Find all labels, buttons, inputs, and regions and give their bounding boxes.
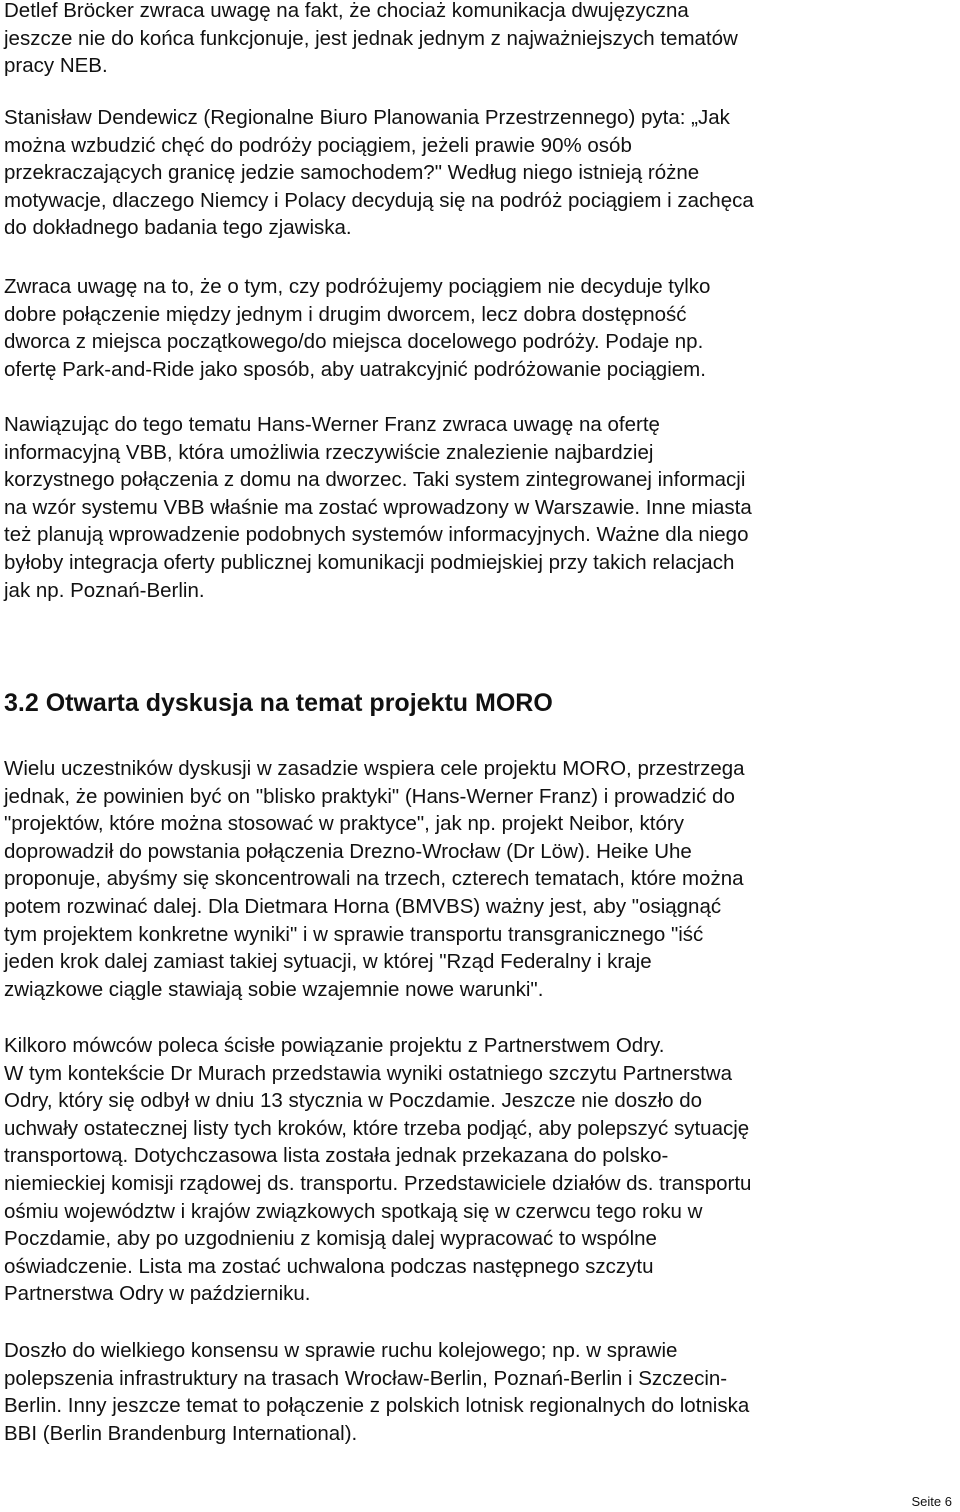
text-line: Nawiązując do tego tematu Hans-Werner Franz zwraca uwagę na ofertę	[4, 413, 660, 436]
paragraph-dendewicz	[4, 104, 754, 242]
paragraph-moro-discussion	[4, 755, 745, 1003]
text-line: Stanisław Dendewicz (Regionalne Biuro Planowania Przestrzennego) pyta: „Jak	[4, 106, 730, 129]
text-line: Wielu uczestników dyskusji w zasadzie wspiera cele projektu MORO, przestrzega	[4, 757, 745, 780]
text-line: Partnerstwa Odry w październiku.	[4, 1282, 311, 1306]
section-heading: 3.2 Otwarta dyskusja na temat projektu MORO	[4, 689, 553, 717]
text-line: przekraczających granicę jedzie samochodem?" Według niego istnieją różne	[4, 161, 700, 185]
text-line: Poczdamie, aby po uzgodnieniu z komisją dalej wypracować to wspólne	[4, 1227, 657, 1251]
paragraph-park-and-ride	[4, 273, 710, 383]
text-line: jak np. Poznań-Berlin.	[4, 578, 205, 602]
text-line: BBI (Berlin Brandenburg International).	[4, 1421, 358, 1445]
text-line: Detlef Bröcker zwraca uwagę na fakt, że chociaż komunikacja dwujęzyczna	[4, 0, 689, 22]
paragraph-brocker	[4, 0, 738, 80]
page-number: Seite 6	[911, 1494, 952, 1509]
text-line: ośmiu województw i krajów związkowych spotkają się w czerwcu tego roku w	[4, 1199, 703, 1223]
text-line: Berlin. Inny jeszcze temat to połączenie z polskich lotnisk regionalnych do lotniska	[4, 1394, 750, 1418]
text-line: informacyjną VBB, która umożliwia rzeczywiście znalezienie najbardziej	[4, 440, 654, 464]
text-line: na wzór systemu VBB właśnie ma zostać wprowadzony w Warszawie. Inne miasta	[4, 495, 752, 519]
text-line: proponuje, abyśmy się skoncentrowali na trzech, czterech tematach, które można	[4, 867, 744, 891]
text-line: Doszło do wielkiego konsensu w sprawie ruchu kolejowego; np. w sprawie	[4, 1339, 678, 1362]
text-line: doprowadził do powstania połączenia Drezno-Wrocław (Dr Löw). Heike Uhe	[4, 839, 692, 863]
text-line: transportową. Dotychczasowa lista została jednak przekazana do polsko-	[4, 1144, 669, 1168]
text-line: związkowe ciągle stawiają sobie wzajemnie nowe warunki".	[4, 977, 544, 1001]
text-line: polepszenia infrastruktury na trasach Wrocław-Berlin, Poznań-Berlin i Szczecin-	[4, 1366, 728, 1390]
text-line: Zwraca uwagę na to, że o tym, czy podróżujemy pociągiem nie decyduje tylko	[4, 275, 711, 298]
text-line: motywacje, dlaczego Niemcy i Polacy decydują się na podróż pociągiem i zachęca	[4, 188, 754, 212]
text-line: jeszcze nie do końca funkcjonuje, jest jednak jednym z najważniejszych tematów	[4, 26, 738, 50]
text-line: byłoby integracja oferty publicznej komunikacji podmiejskiej przy takich relacjach	[4, 550, 735, 574]
text-line: dobre połączenie między jednym i drugim dworcem, lecz dobra dostępność	[4, 302, 687, 326]
text-line: ofertę Park-and-Ride jako sposób, aby uatrakcyjnić podróżowanie pociągiem.	[4, 357, 706, 381]
text-line: tym projektem konkretne wyniki" i w sprawie transportu transgranicznego "iść	[4, 922, 704, 946]
text-line: jednak, że powinien być on "blisko praktyki" (Hans-Werner Franz) i prowadzić do	[4, 784, 735, 808]
paragraph-oder-partnership	[4, 1032, 751, 1308]
text-line: potem rozwinać dalej. Dla Dietmara Horna (BMVBS) ważny jest, aby "osiągnąć	[4, 894, 722, 918]
text-line: W tym kontekście Dr Murach przedstawia wyniki ostatniego szczytu Partnerstwa	[4, 1061, 733, 1085]
text-line: Kilkoro mówców poleca ścisłe powiązanie projektu z Partnerstwem Odry.	[4, 1034, 665, 1057]
text-line: korzystnego połączenia z domu na dworzec. Taki system zintegrowanej informacji	[4, 468, 746, 492]
paragraph-franz	[4, 411, 752, 604]
text-line: uchwały ostatecznej listy tych kroków, które trzeba podjąć, aby polepszyć sytuację	[4, 1116, 750, 1140]
text-line: do dokładnego badania tego zjawiska.	[4, 216, 352, 240]
text-line: dworca z miejsca początkowego/do miejsca docelowego podróży. Podaje np.	[4, 330, 704, 354]
text-line: Odry, który się odbył w dniu 13 stycznia w Poczdamie. Jeszcze nie doszło do	[4, 1089, 703, 1113]
text-line: niemieckiej komisji rządowej ds. transportu. Przedstawiciele działów ds. transportu	[4, 1171, 752, 1195]
text-line: też planują wprowadzenie podobnych systemów informacyjnych. Ważne dla niego	[4, 523, 749, 547]
text-line: jeden krok dalej zamiast takiej sytuacji, w której "Rząd Federalny i kraje	[4, 950, 652, 974]
text-line: pracy NEB.	[4, 54, 108, 78]
text-line: można wzbudzić chęć do podróży pociągiem, jeżeli prawie 90% osób	[4, 133, 632, 157]
text-line: "projektów, które można stosować w praktyce", jak np. projekt Neibor, który	[4, 812, 684, 836]
text-line: oświadczenie. Lista ma zostać uchwalona podczas następnego szczytu	[4, 1254, 654, 1278]
paragraph-rail-consensus	[4, 1337, 749, 1447]
